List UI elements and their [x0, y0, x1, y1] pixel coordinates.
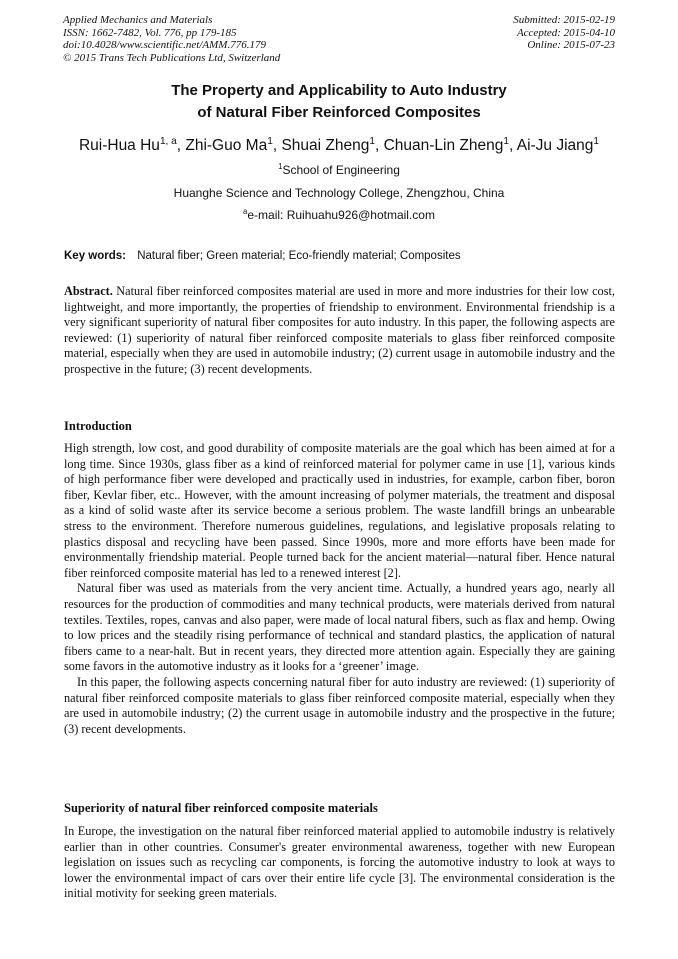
author: Chuan-Lin Zheng — [383, 137, 504, 154]
affiliation-college: Huanghe Science and Technology College, Zhengzhou, China — [173, 186, 505, 200]
journal-issn: ISSN: 1662-7482, Vol. 776, pp 179-185 — [63, 26, 237, 39]
introduction-body — [64, 441, 615, 737]
author: Ai-Ju Jiang — [516, 137, 594, 154]
author-list: Rui-Hua Hu$^{1, a}$, Zhi-Guo Ma$^1$, Shuai Zheng$^1$, Chuan-Lin Zheng$^1$, Ai-Ju Jiang$^1$ — [78, 135, 600, 154]
affiliation-school: $^1$School of Engineering — [278, 162, 400, 177]
paragraph: In Europe, the investigation on the natural fiber reinforced material applied to automobile industry is relatively earlier than in other countries. Consumer's greater environmental awareness, together with new European legislation on issues such as recycling car components, is forcing the automotive industry to look at ways to lower the environmental impact of cars over their entire life cycle [3]. The environmental consideration is the initial motivity for seeking green materials. — [64, 824, 615, 901]
abstract-label: Abstract. — [64, 284, 113, 298]
journal-doi: doi:10.4028/www.scientific.net/AMM.776.179 — [63, 39, 266, 51]
paragraph: In this paper, the following aspects concerning natural fiber for auto industry are reviewed: (1) superiority of natural fiber reinforced composite materials to glass fiber reinforced composite material, especially when they are used in automobile industry; (2) the current usage in automobile industry and the prospective in the future; (3) recent developments. — [64, 674, 615, 736]
journal-copyright: © 2015 Trans Tech Publications Ltd, Switzerland — [63, 51, 281, 64]
section-heading-superiority: Superiority of natural fiber reinforced composite materials — [64, 801, 378, 815]
accepted-date: Accepted: 2015-04-10 — [516, 26, 615, 39]
superiority-body — [64, 824, 615, 902]
keywords-list: Natural fiber; Green material; Eco-friendly material; Composites — [137, 250, 461, 262]
section-heading-introduction: Introduction — [64, 419, 132, 433]
paragraph: Natural fiber was used as materials from the very ancient time. Actually, a hundred years ago, nearly all resources for the production of commodities and many technical products, were materials derived from natural textiles. Textiles, ropes, canvas and also paper, were made of local natural fibers, such as flax and hemp. Owing to low prices and the steadily rising performance of technical and standard plastics, the application of natural fibers came to a near-halt. But in recent years, they directed more attention again. Especially they are gaining some favors in the automotive industry as it looks for a ‘greener’ image. — [64, 581, 615, 674]
title-line-1: The Property and Applicability to Auto Industry — [171, 82, 507, 99]
paragraph: High strength, low cost, and good durability of composite materials are the goal which has been aimed at for a long time. Since 1930s, glass fiber as a kind of reinforced material for polymer came in use [1], various kinds of high performance fiber were developed and practically used in industries, for example, carbon fiber, boron fiber, Kevlar fiber, etc.. However, with the amount increasing of polymer materials, the treatment and disposal as a kind of solid waste after its service become a serious problem. The waste landfill brings an unbearable stress to the environment. Therefore numerous guidelines, regulations, and legislative proposals relating to plastics disposal and recycling have been passed. Since 1990s, more and more efforts have been made for environmentally friendship material. People turned back for the ancient material—natural fiber. Hence natural fiber reinforced composite material has led to a renewed interest [2]. — [64, 441, 615, 580]
journal-info — [63, 14, 280, 64]
paper-title — [0, 80, 678, 124]
submitted-date: Submitted: 2015-02-19 — [513, 14, 615, 26]
author-email: $^a$e-mail: Ruihuahu926@hotmail.com — [243, 207, 435, 222]
journal-name: Applied Mechanics and Materials — [63, 14, 213, 26]
online-date: Online: 2015-07-23 — [527, 39, 615, 51]
abstract — [64, 284, 615, 378]
abstract-text: Natural fiber reinforced composites material are used in more and more industries for their low cost, lightweight, and more importantly, the properties of friendship to environment. Environmental friendship is a very significant superiority of natural fiber composites for auto industry. In this paper, the following aspects are reviewed: (1) superiority of natural fiber reinforced composite materials to glass fiber reinforced composite material, especially when they are used in automobile industry; (2) current usage in automobile industry and the prospective in the future; (3) recent developments. — [64, 284, 615, 376]
keywords-label: Key words: — [64, 250, 126, 262]
title-line-2: of Natural Fiber Reinforced Composites — [197, 104, 481, 121]
author: Shuai Zheng — [281, 137, 370, 154]
keywords — [64, 250, 624, 262]
submission-dates — [513, 14, 615, 52]
author: Zhi-Guo Ma — [185, 137, 268, 154]
author: Rui-Hua Hu — [78, 137, 160, 154]
